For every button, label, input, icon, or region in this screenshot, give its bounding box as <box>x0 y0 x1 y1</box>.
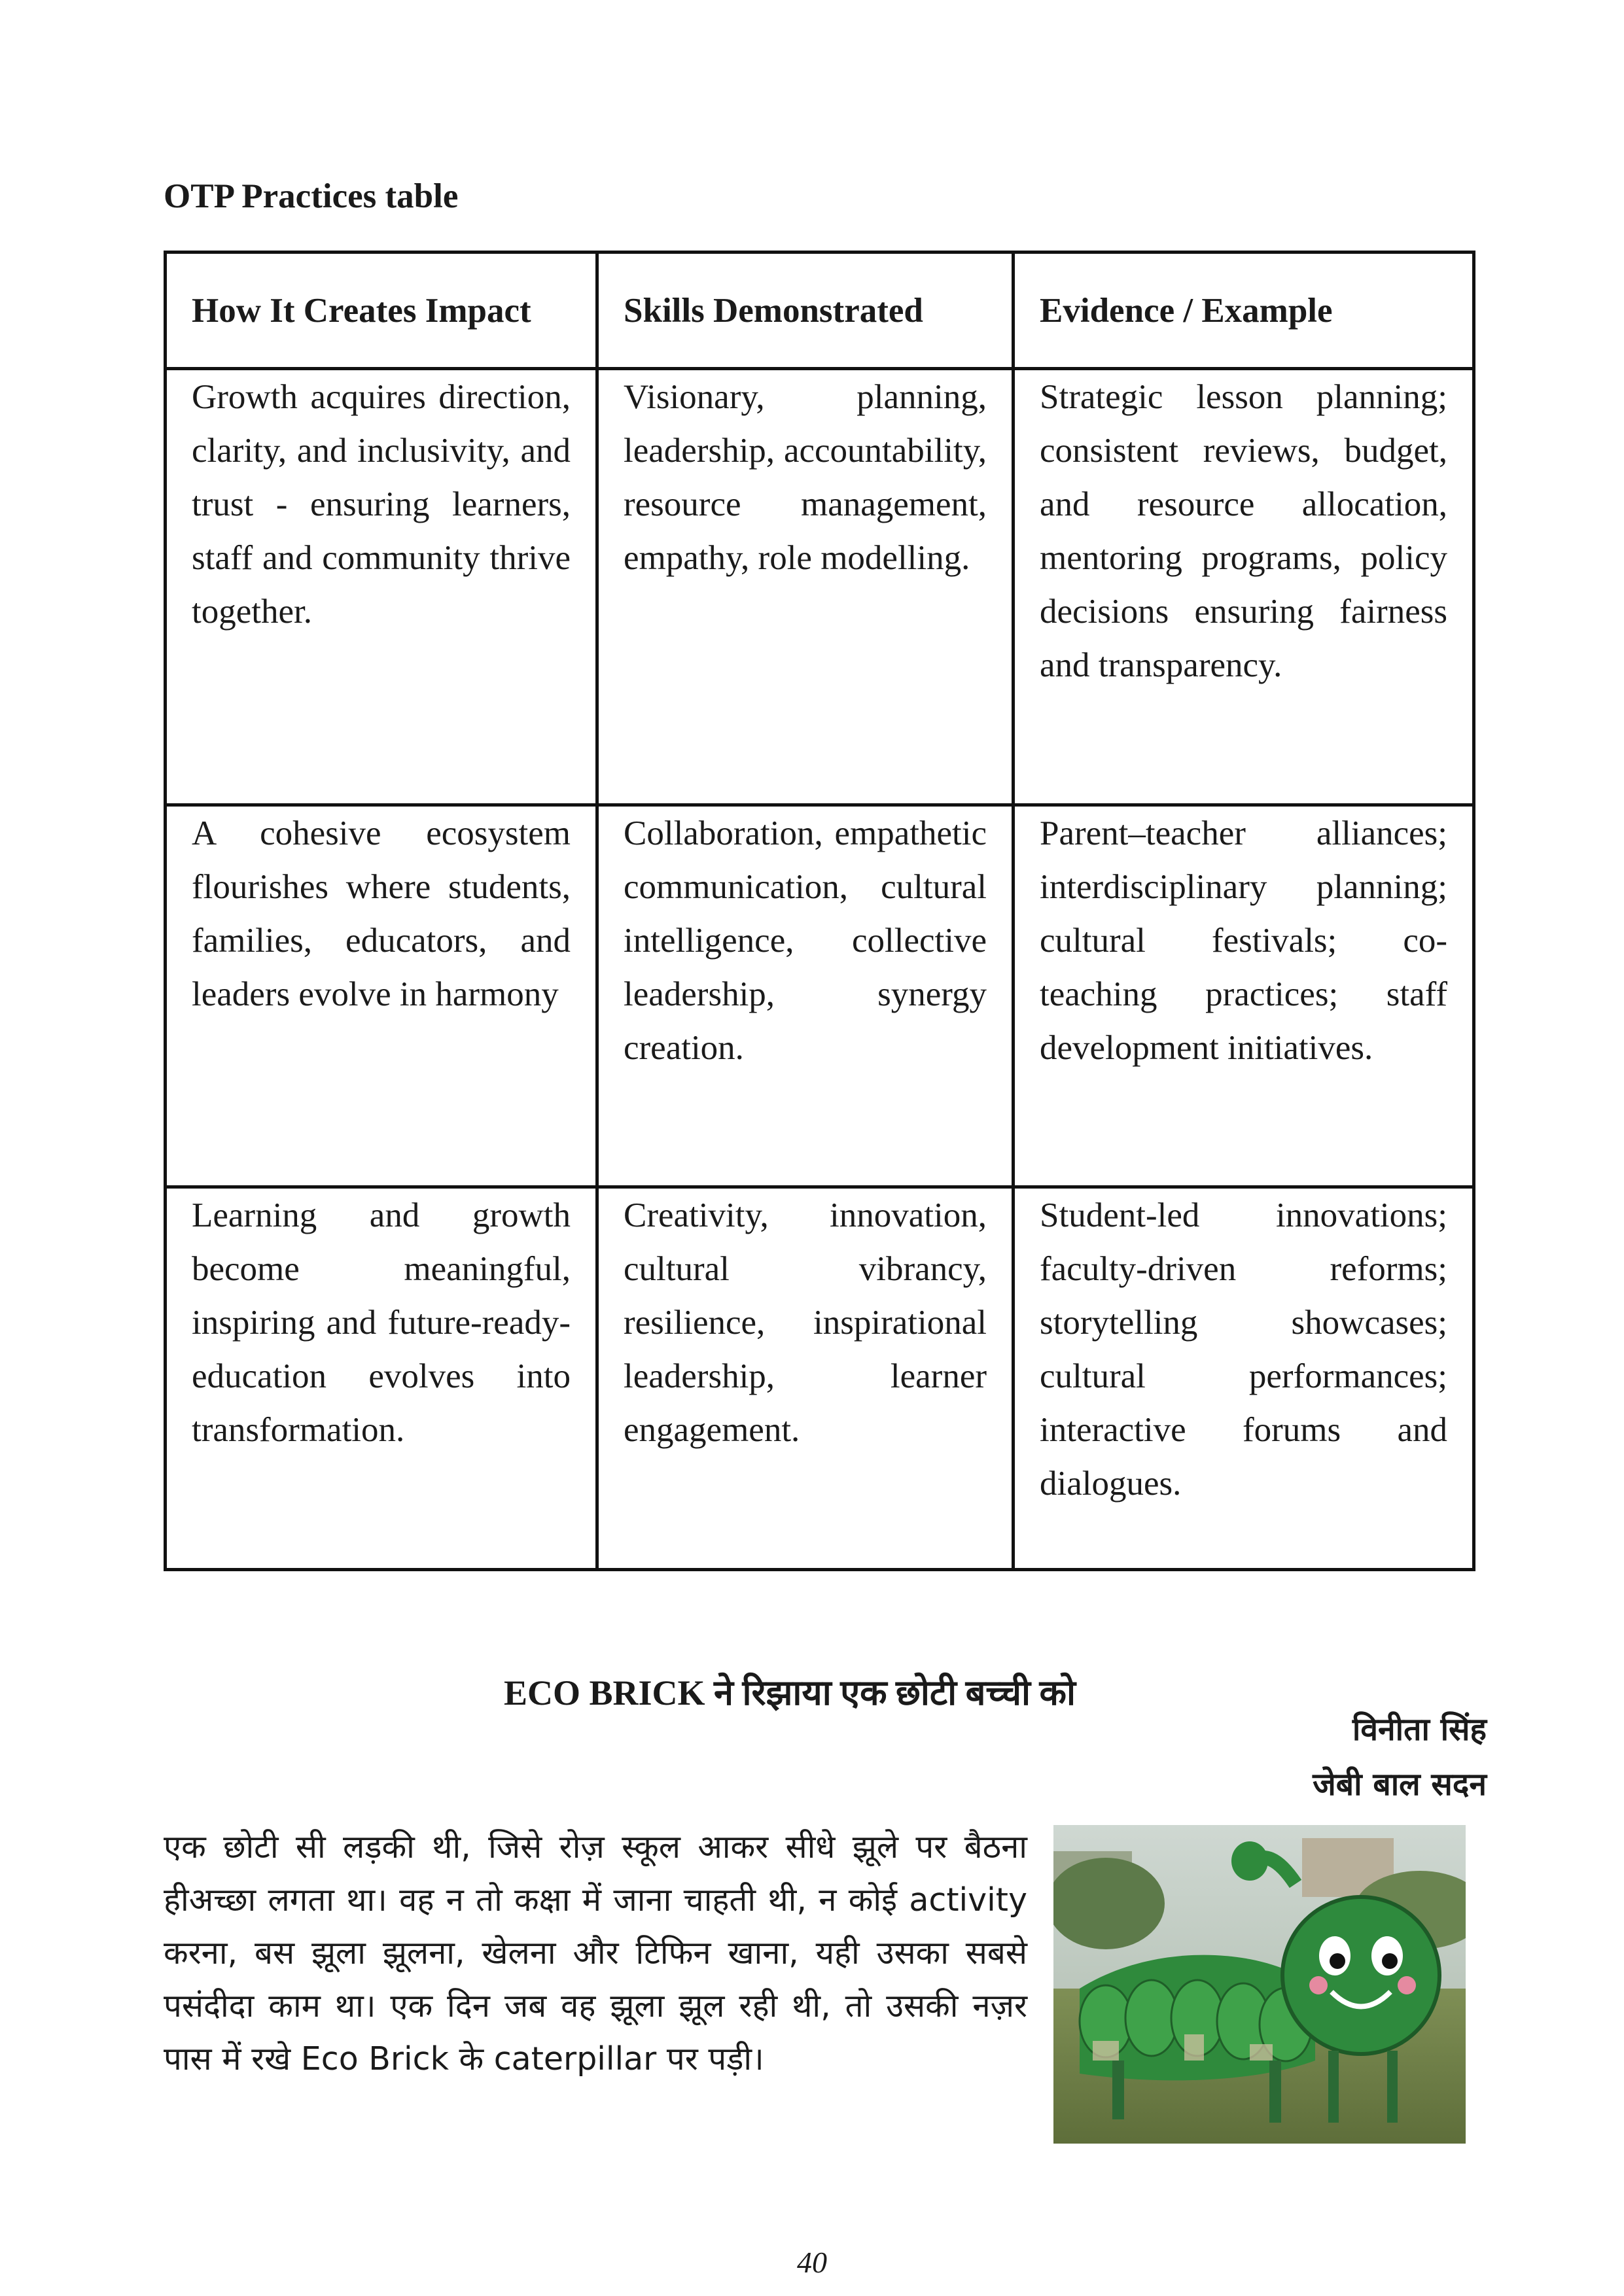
table-cell: A cohesive ecosystem flourishes where students, families, educators, and leaders evolve in harmony <box>166 805 597 1187</box>
page-number: 40 <box>797 2246 827 2279</box>
table-cell: Learning and growth become meaningful, inspiring and future-ready-education evolves into transformation. <box>166 1187 597 1570</box>
header-impact: How It Creates Impact <box>166 252 597 369</box>
header-skills: Skills Demonstrated <box>597 252 1014 369</box>
table-cell: Visionary, planning, leadership, accountability, resource management, empathy, role modelling. <box>597 369 1014 805</box>
otp-practices-table <box>164 251 1475 1571</box>
table-row <box>166 1187 1474 1570</box>
table-cell: Strategic lesson planning; consistent reviews, budget, and resource allocation, mentoring programs, policy decisions ensuring fairness and transparency. <box>1014 369 1474 805</box>
article-title: ECO BRICK ने रिझाया एक छोटी बच्ची को <box>504 1673 1076 1713</box>
table-title: OTP Practices table <box>164 177 459 215</box>
table-cell: Creativity, innovation, cultural vibrancy, resilience, inspirational leadership, learner engagement. <box>597 1187 1014 1570</box>
author-school: जेबी बाल सदन <box>1313 1766 1487 1803</box>
author-name: विनीता सिंह <box>1352 1711 1487 1748</box>
eco-brick-caterpillar-photo <box>1053 1825 1466 2144</box>
table-row <box>166 805 1474 1187</box>
table-cell: Student-led innovations; faculty-driven reforms; storytelling showcases; cultural performances; interactive forums and dialogues. <box>1014 1187 1474 1570</box>
header-evidence: Evidence / Example <box>1014 252 1474 369</box>
table-cell: Growth acquires direction, clarity, and inclusivity, and trust - ensuring learners, staff and community thrive together. <box>166 369 597 805</box>
table-row <box>166 369 1474 805</box>
table-cell: Collaboration, empathetic communication, cultural intelligence, collective leadership, synergy creation. <box>597 805 1014 1187</box>
article-body: एक छोटी सी लड़की थी, जिसे रोज़ स्कूल आकर सीधे झूले पर बैठना हीअच्छा लगता था। वह न तो कक्षा में जाना चाहती थी, न कोई activity करना, बस झूला झूलना, खेलना और टिफिन खाना, यही उसका सबसे पसंदीदा काम था। एक दिन जब वह झूला झूल रही थी, तो उसकी नज़र पास में रखे Eco Brick के caterpillar पर पड़ी। <box>164 1828 1027 2078</box>
table-header-row <box>166 252 1474 369</box>
table-cell: Parent–teacher alliances; interdisciplinary planning; cultural festivals; co-teaching practices; staff development initiatives. <box>1014 805 1474 1187</box>
